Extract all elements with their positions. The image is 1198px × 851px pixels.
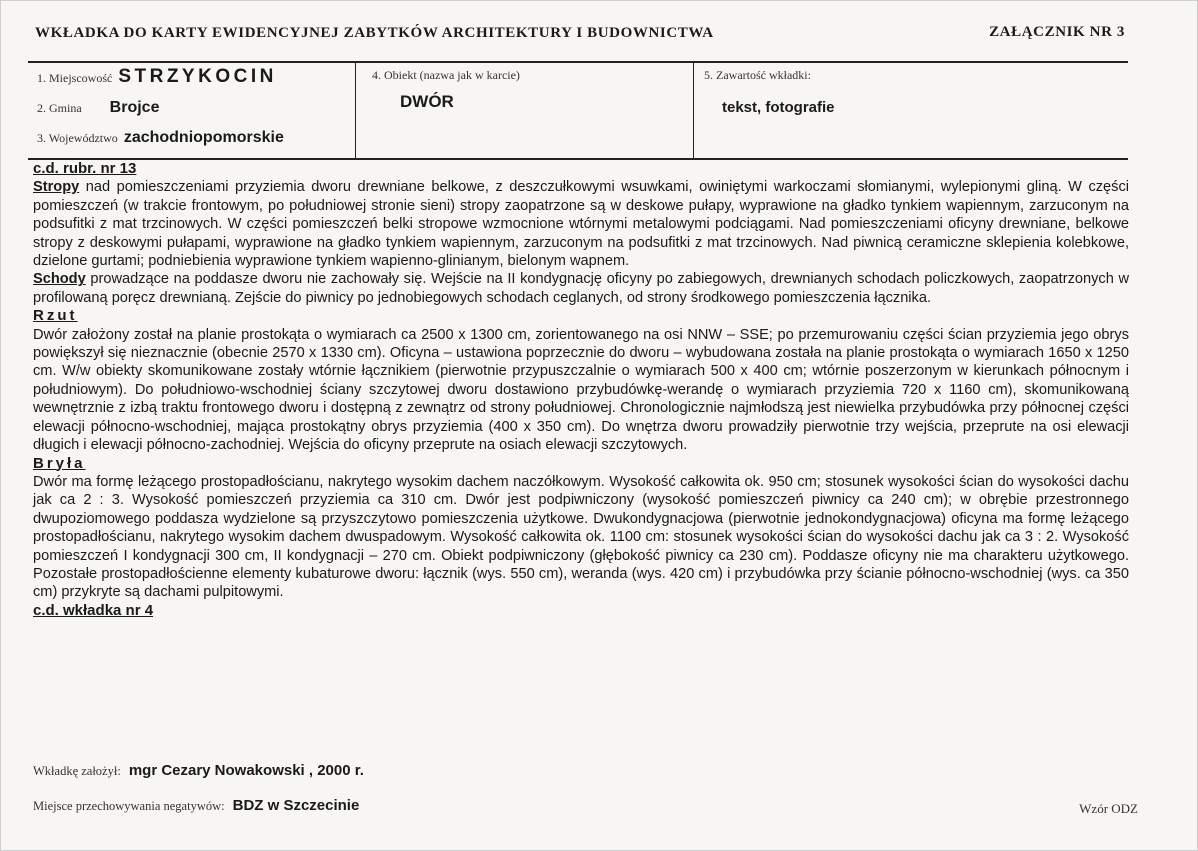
contents-value: tekst, fotografie	[722, 99, 835, 116]
object-value: DWÓR	[400, 92, 454, 111]
location-cell	[28, 63, 356, 158]
stairs-paragraph	[33, 270, 1129, 307]
mass-paragraph: Dwór ma formę leżącego prostopadłościanu, nakrytego wysokim dachem naczółkowym. Wysokość całkowita ok. 950 cm; stosunek wysokości ścian do wysokości dachu jak ca 2 : 3. Wysokość pomieszczeń przyziemia ca 310 cm. Dwór jest podpiwniczony (wysokość pomieszczeń piwnicy ca 240 cm); w obrębie przestronnego dwupoziomowego poddasza wydzielone są przyszczytowo pomieszczenia użytkowe. Dwukondygnacjowa (pierwotnie jednokondygnacjowa) oficyna ma formę leżącego prostopadłościanu, nakrytego wysokim dachem dwuspadowym. Wysokość całkowita ok. 1100 cm: stosunek wysokości ścian do wysokości dachu jak ca 3 : 2. Wysokość pomieszczeń I kondygnacji 300 cm, II kondygnacji – 270 cm. Obiekt podpiwniczony (głębokość piwnicy ca 230 cm). Poddasze oficyny nie ma charakteru użytkowego. Pozostałe prostopadłościenne elementy kubaturowe dworu: łącznik (wys. 550 cm), weranda (wys. 420 cm) i przybudówka przy ścianie północno-wschodniej (wys. ca 350 cm) przykryte są dachami pulpitowymi.	[33, 473, 1129, 601]
negatives-label: Miejsce przechowywania negatywów:	[33, 799, 225, 813]
commune-row	[37, 99, 159, 117]
author-label: Wkładkę założył:	[33, 764, 121, 778]
annex-number: ZAŁĄCZNIK NR 3	[989, 24, 1125, 40]
info-table	[28, 61, 1128, 160]
contents-cell	[694, 63, 1128, 158]
stairs-heading: Schody	[33, 271, 86, 288]
author-row	[33, 762, 364, 779]
ceilings-paragraph	[33, 178, 1129, 270]
plan-paragraph: Dwór założony został na planie prostokąta o wymiarach ca 2500 x 1300 cm, zorientowanego na osi NNW – SSE; po przemurowaniu części ścian przyziemia jego obrys powiększył się nieznacznie (obecnie 2570 x 1330 cm). Oficyna – ustawiona poprzecznie do dworu – wybudowana została na planie prostokąta o wymiarach 1650 x 1250 cm. W/w obiekty skomunikowane zostały wtórnie łącznikiem (pierwotnie przypuszczalnie o wymiarach 500 x 400 cm; wtórnie poszerzonym w kierunkach północnym i południowym). Do południowo-wschodniej ściany szczytowej dworu dostawiono przybudówkę-werandę o wymiarach przyziemia 720 x 1160 cm), skomunikowaną wewnętrznie z izbą traktu frontowego dworu i dostępną z zewnątrz od strony południowej. Chronologicznie najmłodszą jest niewielka przybudówka przy północnej części elewacji północno-wschodniej, mająca prostokątny obrys przyziemia (400 x 350 cm). Do wnętrza dworu prowadziły pierwotnie trzy wejścia, przeprute na osi elewacji długich i elewacji północno-zachodniej. Wejścia do oficyny przeprute na osiach elewacji szczytowych.	[33, 326, 1129, 454]
author-value: mgr Cezary Nowakowski , 2000 r.	[128, 762, 364, 779]
form-code: Wzór ODZ	[1079, 801, 1138, 816]
ceilings-heading: Stropy	[33, 179, 80, 196]
commune-label: 2. Gmina	[37, 101, 82, 115]
negatives-value: BDZ w Szczecinie	[232, 797, 360, 814]
negatives-row	[33, 797, 359, 814]
document-body	[33, 160, 1129, 620]
voivodeship-row	[37, 129, 284, 147]
ceilings-text: nad pomieszczeniami przyziemia dworu drewniane belkowe, z deszczułkowymi wsuwkami, owiniętymi warkoczami słomianymi, wylepionymi gliną. W części pomieszczeń (w trakcie frontowym, po południowej stronie sieni) stropy zaopatrzone są w deskowe pułapy, wyprawione na gładko tynkiem wapiennym, zarzuconym na podsufitki z mat trzcinowych. W części pomieszczeń belki stropowe wzmocnione wtórnymi metalowymi podciągami. Nad pomieszczeniami oficyny drewniane, belkowe stropy z deskowymi pułapami, wyprawione na gładko tynkiem wapiennym, zarzuconym na podsufitki z mat trzcinowych. Nad piwnicą ceramiczne sklepienia kolebkowe, dzielone gurtami; podniebienia wyprawione tynkiem wapienno-glinianym, bielonym wapnem.	[33, 179, 1129, 270]
continuation-top: c.d. rubr. nr 13	[33, 160, 137, 177]
plan-heading: Rzut	[33, 307, 78, 325]
locality-value: STRZYKOCIN	[118, 66, 277, 87]
contents-label: 5. Zawartość wkładki:	[704, 68, 811, 82]
stairs-text: prowadzące na poddasze dworu nie zachowały się. Wejście na II kondygnację oficyny po zabiegowych, drewnianych schodach policzkowych, zaopatrzonych w profilowaną poręcz drewnianą. Zejście do piwnicy po jednobiegowych schodach ceglanych, od strony środkowego pomieszczenia łącznika.	[33, 271, 1129, 306]
locality-label: 1. Miejscowość	[37, 71, 113, 85]
continuation-bottom: c.d. wkładka nr 4	[33, 601, 154, 619]
form-title: WKŁADKA DO KARTY EWIDENCYJNEJ ZABYTKÓW ARCHITEKTURY I BUDOWNICTWA	[35, 25, 714, 41]
voivodeship-value: zachodniopomorskie	[123, 129, 284, 146]
commune-value: Brojce	[109, 99, 160, 116]
locality-row	[37, 66, 277, 88]
voivodeship-label: 3. Województwo	[37, 131, 118, 145]
mass-heading: Bryła	[33, 454, 86, 472]
object-cell	[356, 63, 694, 158]
object-label: 4. Obiekt (nazwa jak w karcie)	[372, 68, 520, 82]
